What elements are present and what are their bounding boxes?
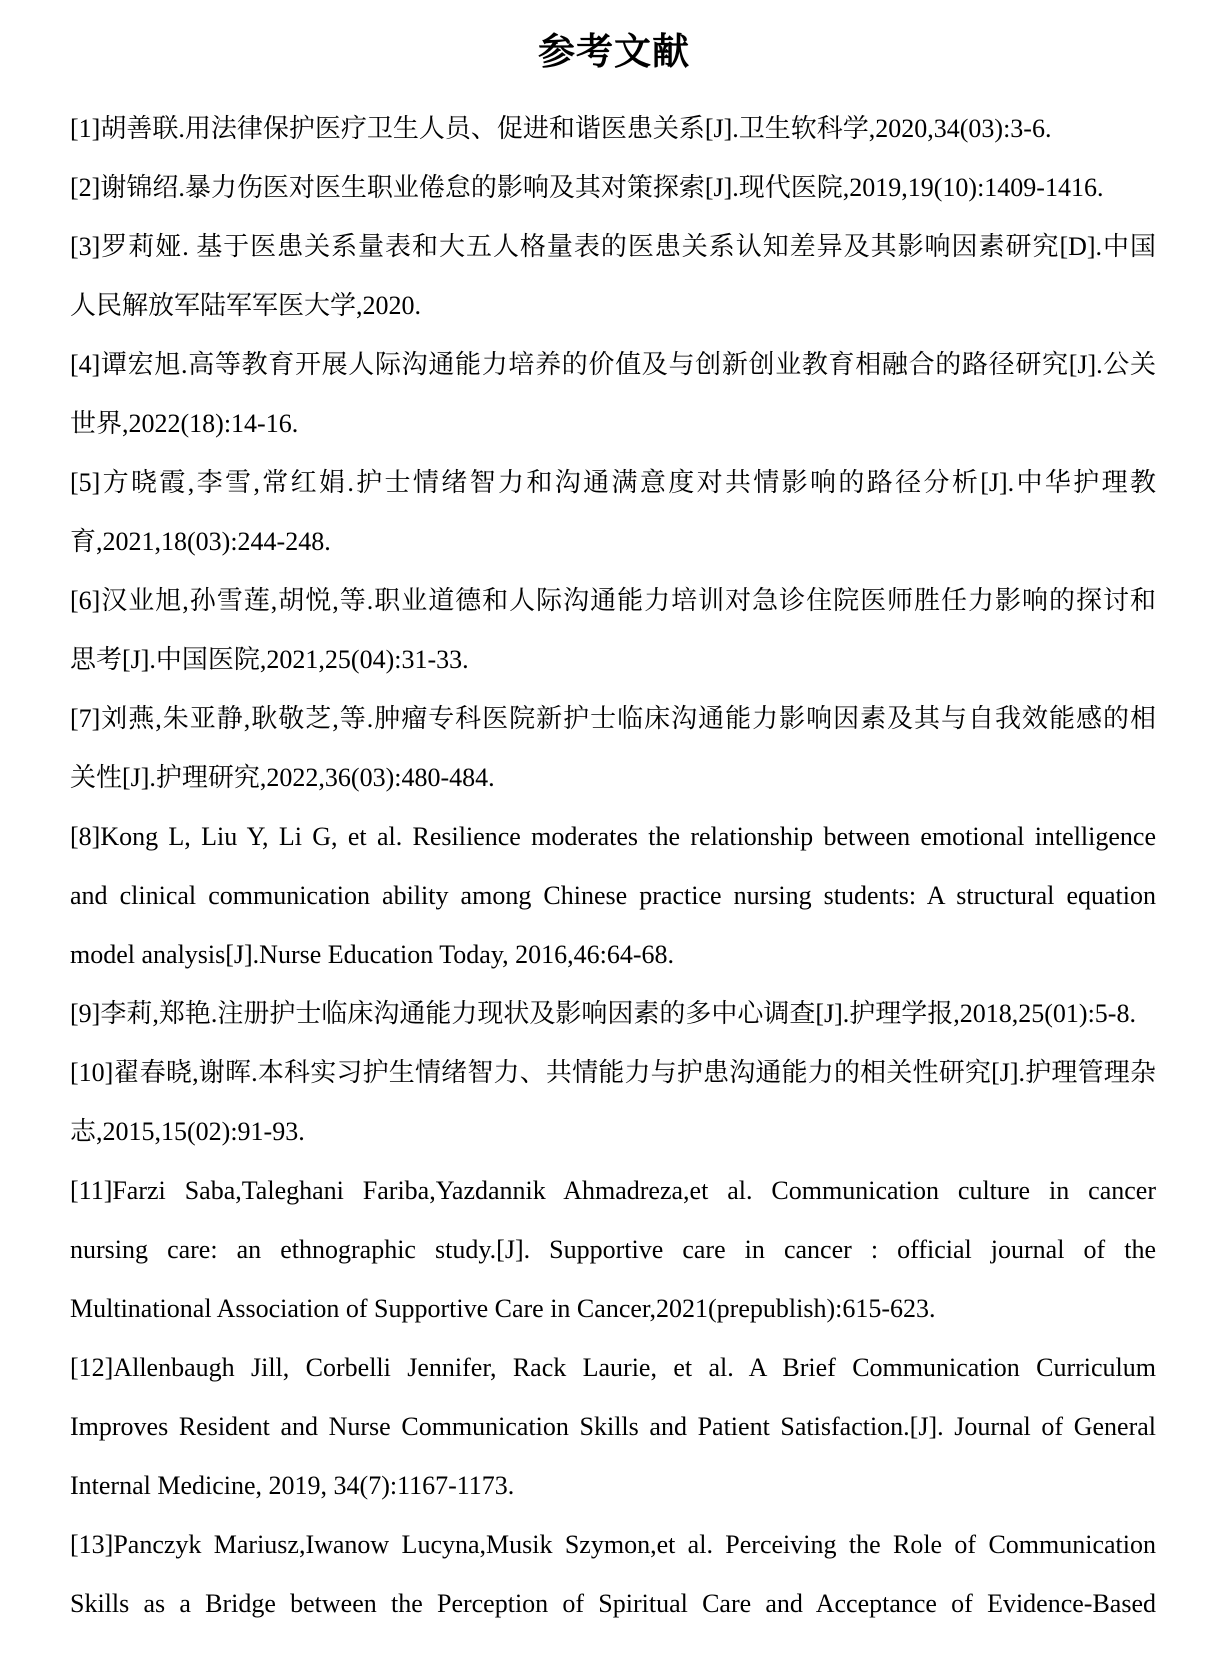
- reference-line: Multinational Association of Supportive Care in Cancer,2021(prepublish):615-623.: [70, 1294, 936, 1323]
- reference-item: [70, 158, 1156, 217]
- reference-item: [70, 1161, 1156, 1338]
- reference-line: [11]Farzi Saba,Taleghani Fariba,Yazdannik Ahmadreza,et al. Communication culture in cancer: [70, 1176, 1156, 1205]
- reference-line: [4]谭宏旭.高等教育开展人际沟通能力培养的价值及与创新创业教育相融合的路径研究[J].公关: [70, 350, 1156, 379]
- references-list: [70, 99, 1156, 1633]
- reference-line: [13]Panczyk Mariusz,Iwanow Lucyna,Musik Szymon,et al. Perceiving the Role of Communication: [70, 1530, 1156, 1559]
- reference-line: Improves Resident and Nurse Communication Skills and Patient Satisfaction.[J]. Journal of General: [70, 1412, 1156, 1441]
- reference-line: Skills as a Bridge between the Perception of Spiritual Care and Acceptance of Evidence-Based: [70, 1589, 1156, 1618]
- page-title: 参考文献: [538, 31, 690, 72]
- reference-line: [5]方晓霞,李雪,常红娟.护士情绪智力和沟通满意度对共情影响的路径分析[J].中华护理教: [70, 468, 1156, 497]
- reference-line: 世界,2022(18):14-16.: [70, 409, 299, 438]
- reference-line: 育,2021,18(03):244-248.: [70, 527, 331, 556]
- reference-line: [12]Allenbaugh Jill, Corbelli Jennifer, Rack Laurie, et al. A Brief Communication Curriculum: [70, 1353, 1156, 1382]
- reference-line: model analysis[J].Nurse Education Today, 2016,46:64-68.: [70, 940, 675, 969]
- reference-line: 思考[J].中国医院,2021,25(04):31-33.: [70, 645, 469, 674]
- reference-line: 关性[J].护理研究,2022,36(03):480-484.: [70, 763, 495, 792]
- reference-line: [10]翟春晓,谢晖.本科实习护生情绪智力、共情能力与护患沟通能力的相关性研究[J].护理管理杂: [70, 1058, 1156, 1087]
- reference-item: [70, 984, 1156, 1043]
- reference-item: [70, 1338, 1156, 1515]
- reference-line: 志,2015,15(02):91-93.: [70, 1117, 305, 1146]
- reference-line: nursing care: an ethnographic study.[J]. Supportive care in cancer : official journal of the: [70, 1235, 1156, 1264]
- reference-item: [70, 217, 1156, 335]
- reference-item: [70, 1043, 1156, 1161]
- reference-item: [70, 453, 1156, 571]
- reference-item: [70, 807, 1156, 984]
- reference-line: Internal Medicine, 2019, 34(7):1167-1173.: [70, 1471, 515, 1500]
- reference-line: [2]谢锦绍.暴力伤医对医生职业倦怠的影响及其对策探索[J].现代医院,2019,19(10):1409-1416.: [70, 173, 1104, 202]
- reference-line: [8]Kong L, Liu Y, Li G, et al. Resilience moderates the relationship between emotional intelligence: [70, 822, 1156, 851]
- reference-line: [3]罗莉娅. 基于医患关系量表和大五人格量表的医患关系认知差异及其影响因素研究[D].中国: [70, 232, 1156, 261]
- reference-line: [7]刘燕,朱亚静,耿敬芝,等.肿瘤专科医院新护士临床沟通能力影响因素及其与自我效能感的相: [70, 704, 1156, 733]
- reference-item: [70, 335, 1156, 453]
- reference-item: [70, 1515, 1156, 1633]
- reference-line: [6]汉业旭,孙雪莲,胡悦,等.职业道德和人际沟通能力培训对急诊住院医师胜任力影响的探讨和: [70, 586, 1156, 615]
- reference-line: [1]胡善联.用法律保护医疗卫生人员、促进和谐医患关系[J].卫生软科学,2020,34(03):3-6.: [70, 114, 1052, 143]
- reference-line: and clinical communication ability among Chinese practice nursing students: A structural equation: [70, 881, 1156, 910]
- reference-item: [70, 689, 1156, 807]
- reference-line: [9]李莉,郑艳.注册护士临床沟通能力现状及影响因素的多中心调查[J].护理学报,2018,25(01):5-8.: [70, 999, 1136, 1028]
- reference-item: [70, 571, 1156, 689]
- reference-item: [70, 99, 1156, 158]
- reference-line: 人民解放军陆军军医大学,2020.: [70, 291, 422, 320]
